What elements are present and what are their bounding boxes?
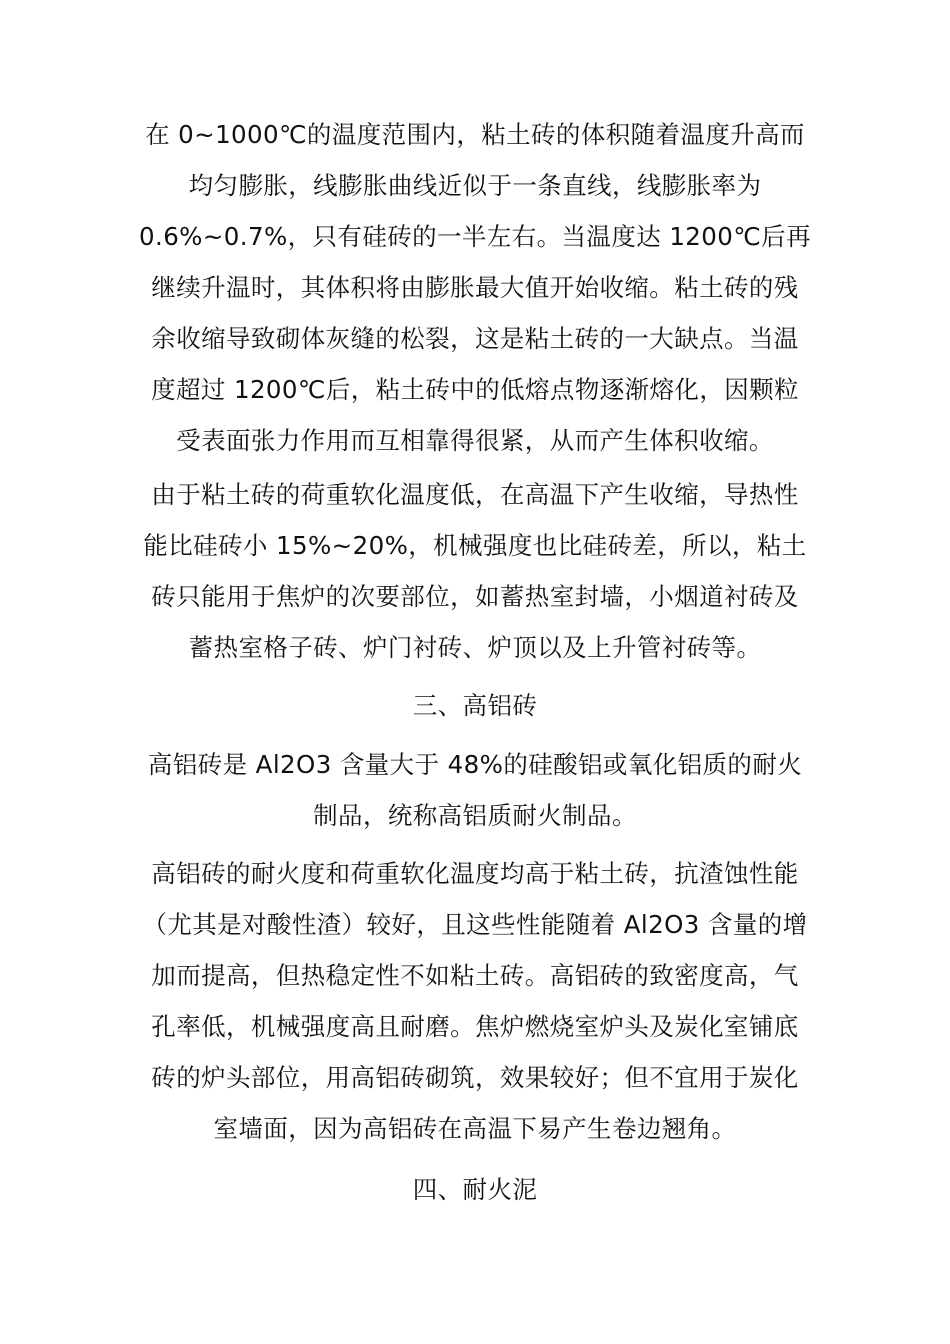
text-line: 高铝砖是 Al2O3 含量大于 48%的硅酸铝或氧化铝质的耐火 <box>147 750 803 779</box>
text-line: 高铝砖的耐火度和荷重软化温度均高于粘土砖，抗渣蚀性能 <box>151 859 799 888</box>
text-line: 度超过 1200℃后，粘土砖中的低熔点物逐渐熔化，因颗粒 <box>151 375 799 404</box>
text-line: 能比硅砖小 15%~20%，机械强度也比硅砖差，所以，粘土 <box>143 531 807 560</box>
text-line: 余收缩导致砌体灰缝的松裂，这是粘土砖的一大缺点。当温 <box>151 324 799 353</box>
text-line: 制品，统称高铝质耐火制品。 <box>313 801 637 830</box>
paragraph-clay-brick-expansion <box>128 109 822 466</box>
text-line: 继续升温时，其体积将由膨胀最大值开始收缩。粘土砖的残 <box>151 273 799 302</box>
text-line: 受表面张力作用而互相靠得很紧，从而产生体积收缩。 <box>176 426 774 455</box>
text-line: 加而提高，但热稳定性不如粘土砖。高铝砖的致密度高，气 <box>151 961 799 990</box>
section-heading-refractory-mortar: 四、耐火泥 <box>412 1175 538 1204</box>
text-line: 0.6%~0.7%，只有硅砖的一半左右。当温度达 1200℃后再 <box>139 222 811 251</box>
section-heading-high-alumina-brick: 三、高铝砖 <box>412 691 538 720</box>
text-line: 砖只能用于焦炉的次要部位，如蓄热室封墙，小烟道衬砖及 <box>151 582 799 611</box>
paragraph-clay-brick-usage <box>128 469 822 673</box>
text-line: 蓄热室格子砖、炉门衬砖、炉顶以及上升管衬砖等。 <box>188 633 762 662</box>
paragraph-high-alumina-definition <box>128 739 822 841</box>
paragraph-high-alumina-properties <box>128 848 822 1154</box>
text-line: 孔率低，机械强度高且耐磨。焦炉燃烧室炉头及炭化室铺底 <box>151 1012 799 1041</box>
text-line: （尤其是对酸性渣）较好，且这些性能随着 Al2O3 含量的增 <box>142 910 808 939</box>
text-line: 室墙面，因为高铝砖在高温下易产生卷边翘角。 <box>213 1114 737 1143</box>
text-line: 在 0~1000℃的温度范围内，粘土砖的体积随着温度升高而 <box>145 120 805 149</box>
text-line: 均匀膨胀，线膨胀曲线近似于一条直线，线膨胀率为 <box>188 171 762 200</box>
text-line: 砖的炉头部位，用高铝砖砌筑，效果较好；但不宜用于炭化 <box>151 1063 799 1092</box>
text-line: 由于粘土砖的荷重软化温度低，在高温下产生收缩，导热性 <box>151 480 799 509</box>
